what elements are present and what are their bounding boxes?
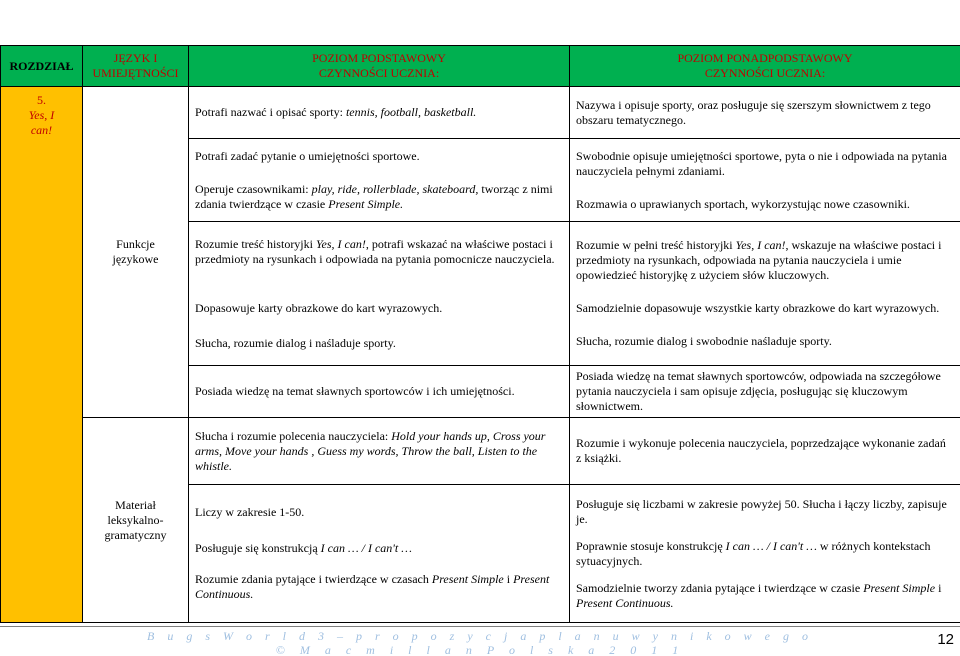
footer-copyright: © M a c m i l l a n P o l s k a 2 0 1 1	[275, 643, 685, 656]
category-functions-line2: językowe	[112, 252, 159, 266]
header-row	[1, 46, 960, 87]
adv-text: Rozmawia o uprawianych sportach, wykorzystując nowe czasowniki.	[576, 196, 910, 211]
table-row	[1, 418, 960, 485]
basic-cell-r6	[189, 485, 570, 623]
basic-text: Liczy w zakresie 1-50.	[195, 505, 305, 519]
header-language-skills	[83, 46, 189, 87]
header-basic-level	[189, 46, 570, 87]
basic-text: Potrafi nazwać i opisać sporty: tennis, football, basketball.	[195, 105, 477, 119]
category-material-line3: gramatyczny	[104, 527, 167, 542]
header-adv-line1: POZIOM PONADPODSTAWOWY	[677, 51, 853, 65]
page-footer	[0, 626, 960, 656]
category-material	[83, 418, 189, 623]
basic-text: Operuje czasownikami: play, ride, rollerblade, skateboard, tworząc z nimi zdania twierdzące w czasie Present Simple.	[195, 181, 553, 211]
basic-text: Potrafi zadać pytanie o umiejętności sportowe.	[195, 148, 420, 163]
chapter-cell	[1, 87, 83, 623]
basic-text: Dopasowuje karty obrazkowe do kart wyrazowych.	[195, 300, 443, 315]
chapter-number: 5.	[37, 93, 46, 107]
category-functions	[83, 87, 189, 418]
adv-text: Samodzielnie dopasowuje wszystkie karty obrazkowe do kart wyrazowych.	[576, 301, 940, 315]
basic-cell-r1	[189, 87, 570, 139]
basic-text: Posiada wiedzę na temat sławnych sportowców i ich umiejętności.	[195, 384, 515, 398]
footer-rule	[0, 626, 960, 627]
adv-text: Słucha, rozumie dialog i swobodnie naśladuje sporty.	[576, 334, 832, 348]
plan-table	[0, 45, 960, 623]
basic-text: Rozumie treść historyjki Yes, I can!, potrafi wskazać na właściwe postaci i przedmioty na rysunkach i odpowiada na pytania pomocnicze nauczyciela.	[195, 236, 555, 266]
header-advanced-level	[570, 46, 960, 87]
adv-text: Posługuje się liczbami w zakresie powyżej 50. Słucha i łączy liczby, zapisuje je.	[576, 496, 947, 526]
adv-text: Rozumie w pełni treść historyjki Yes, I can!, wskazuje na właściwe postaci i przedmioty na rysunkach, odpowiada na pytania nauczyciela i umie opowiedzieć historyjkę z użyciem słów kluczowych.	[576, 238, 942, 282]
header-lang-line1: JĘZYK I	[113, 51, 158, 65]
adv-cell-r6	[570, 485, 960, 623]
header-basic-line2: CZYNNOŚCI UCZNIA:	[318, 66, 440, 80]
chapter-title-line2: can!	[30, 123, 53, 137]
adv-text: Posiada wiedzę na temat sławnych sportowców, odpowiada na szczegółowe pytania nauczyciela i sam opisuje zdjęcia, posługując się kluczowym słownictwem.	[576, 369, 941, 413]
adv-cell-r1	[570, 87, 960, 139]
category-functions-line1: Funkcje	[116, 237, 155, 251]
adv-text: Poprawnie stosuje konstrukcję I can … / I can't … w różnych kontekstach sytuacyjnych.	[576, 538, 931, 568]
header-chapter: ROZDZIAŁ	[1, 46, 83, 87]
adv-cell-r2	[570, 139, 960, 222]
page-number: 12	[937, 631, 954, 648]
footer-title: B u g s W o r l d 3 – p r o p o z y c j a p l a n u w y n i k o w e g o	[147, 629, 813, 643]
adv-cell-r3	[570, 222, 960, 366]
basic-cell-r3	[189, 222, 570, 366]
adv-text: Samodzielnie tworzy zdania pytające i twierdzące w czasie Present Simple i Present Continuous.	[576, 580, 942, 610]
header-basic-line1: POZIOM PODSTAWOWY	[312, 51, 446, 65]
table-row	[1, 87, 960, 139]
header-lang-line2: UMIEJĘTNOŚCI	[92, 66, 179, 80]
basic-text: Słucha i rozumie polecenia nauczyciela: Hold your hands up, Cross your arms, Move your hands , Guess my words, Throw the ball, Listen to the whistle.	[195, 428, 546, 473]
category-material-line1: Materiał	[115, 497, 156, 512]
category-material-line2: leksykalno-	[107, 512, 164, 527]
adv-cell-r5	[570, 418, 960, 485]
basic-cell-r4	[189, 366, 570, 418]
adv-cell-r4	[570, 366, 960, 418]
header-adv-line2: CZYNNOŚCI UCZNIA:	[704, 66, 826, 80]
adv-text: Swobodnie opisuje umiejętności sportowe, pyta o nie i odpowiada na pytania nauczyciela pełnymi zdaniami.	[576, 148, 947, 178]
basic-text: Posługuje się konstrukcją I can … / I can't …	[195, 541, 412, 555]
adv-text: Nazywa i opisuje sporty, oraz posługuje się szerszym słownictwem z tego obszaru tematycznego.	[576, 97, 931, 127]
adv-text: Rozumie i wykonuje polecenia nauczyciela, poprzedzające wykonanie zadań z książki.	[576, 436, 946, 465]
basic-cell-r2	[189, 139, 570, 222]
basic-text: Rozumie zdania pytające i twierdzące w czasach Present Simple i Present Continuous.	[195, 572, 550, 601]
basic-text: Słucha, rozumie dialog i naśladuje sporty.	[195, 335, 396, 350]
chapter-title-line1: Yes, I	[28, 108, 55, 122]
basic-cell-r5	[189, 418, 570, 485]
